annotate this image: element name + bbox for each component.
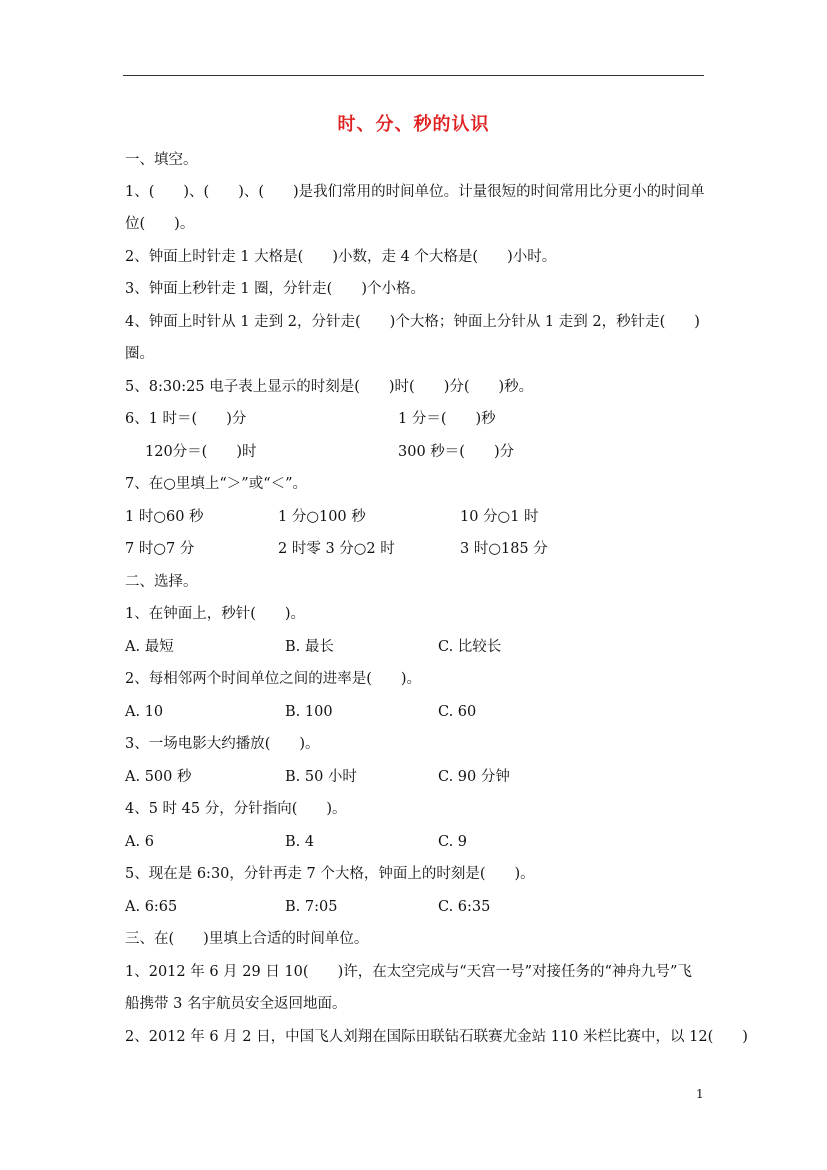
- choice-option: B. 4: [285, 834, 315, 850]
- question-4-line-2: 圈。: [125, 346, 154, 362]
- question-1-line-1: 1、( )、( )、( )是我们常用的时间单位。计量很短的时间常用比分更小的时间单: [125, 184, 705, 200]
- choice-option: C. 比较长: [438, 639, 502, 655]
- header-rule: [123, 75, 704, 76]
- question-5: 5、8:30:25 电子表上显示的时刻是( )时( )分( )秒。: [125, 379, 534, 395]
- compare-item: 2 时零 3 分○2 时: [278, 541, 395, 557]
- section-heading-choice: 二、选择。: [125, 574, 198, 590]
- question-4-line-1: 4、钟面上时针从 1 走到 2，分针走( )个大格；钟面上分针从 1 走到 2，秒针走( ): [125, 314, 700, 330]
- units-question-1-line-1: 1、2012 年 6 月 29 日 10( )许，在太空完成与“天宫一号”对接任务的“神舟九号”飞: [125, 964, 692, 980]
- units-question-1-line-2: 船携带 3 名宇航员安全返回地面。: [125, 996, 347, 1012]
- choice-question-3: 3、一场电影大约播放( )。: [125, 736, 320, 752]
- choice-option: B. 最长: [285, 639, 334, 655]
- choice-option: B. 100: [285, 704, 333, 720]
- units-question-2-line-1: 2、2012 年 6 月 2 日，中国飞人刘翔在国际田联钻石联赛尤金站 110 米栏比赛中，以 12( ): [125, 1029, 748, 1045]
- section-heading-fill-in: 一、填空。: [125, 152, 198, 168]
- choice-option: A. 10: [125, 704, 164, 720]
- choice-option: A. 500 秒: [125, 769, 192, 785]
- question-6-left-2: 120分＝( )时: [145, 444, 257, 460]
- choice-option: C. 6:35: [438, 899, 491, 915]
- choice-question-4: 4、5 时 45 分，分针指向( )。: [125, 801, 347, 817]
- section-heading-units: 三、在( )里填上合适的时间单位。: [125, 931, 369, 947]
- choice-option: C. 60: [438, 704, 477, 720]
- question-2: 2、钟面上时针走 1 大格是( )小数，走 4 个大格是( )小时。: [125, 249, 557, 265]
- question-3: 3、钟面上秒针走 1 圈，分针走( )个小格。: [125, 281, 425, 297]
- question-1-line-2: 位( )。: [125, 216, 195, 232]
- question-7: 7、在○里填上“＞”或“＜”。: [125, 476, 308, 492]
- choice-option: A. 6:65: [125, 899, 178, 915]
- page-title: 时、分、秒的认识: [337, 114, 490, 135]
- choice-question-2: 2、每相邻两个时间单位之间的进率是( )。: [125, 671, 422, 687]
- question-6-right-2: 300 秒＝( )分: [398, 444, 515, 460]
- choice-option: B. 50 小时: [285, 769, 357, 785]
- choice-question-5: 5、现在是 6:30，分针再走 7 个大格，钟面上的时刻是( )。: [125, 866, 535, 882]
- choice-option: A. 6: [125, 834, 154, 850]
- choice-option: C. 90 分钟: [438, 769, 510, 785]
- compare-item: 7 时○7 分: [125, 541, 195, 557]
- compare-item: 10 分○1 时: [460, 509, 539, 525]
- page-number: 1: [696, 1087, 704, 1101]
- choice-question-1: 1、在钟面上，秒针( )。: [125, 606, 306, 622]
- choice-option: B. 7:05: [285, 899, 338, 915]
- compare-item: 1 时○60 秒: [125, 509, 204, 525]
- choice-option: C. 9: [438, 834, 468, 850]
- question-6-right-1: 1 分＝( )秒: [398, 411, 496, 427]
- compare-item: 3 时○185 分: [460, 541, 548, 557]
- compare-item: 1 分○100 秒: [278, 509, 366, 525]
- choice-option: A. 最短: [125, 639, 174, 655]
- question-6-left-1: 6、1 时＝( )分: [125, 411, 247, 427]
